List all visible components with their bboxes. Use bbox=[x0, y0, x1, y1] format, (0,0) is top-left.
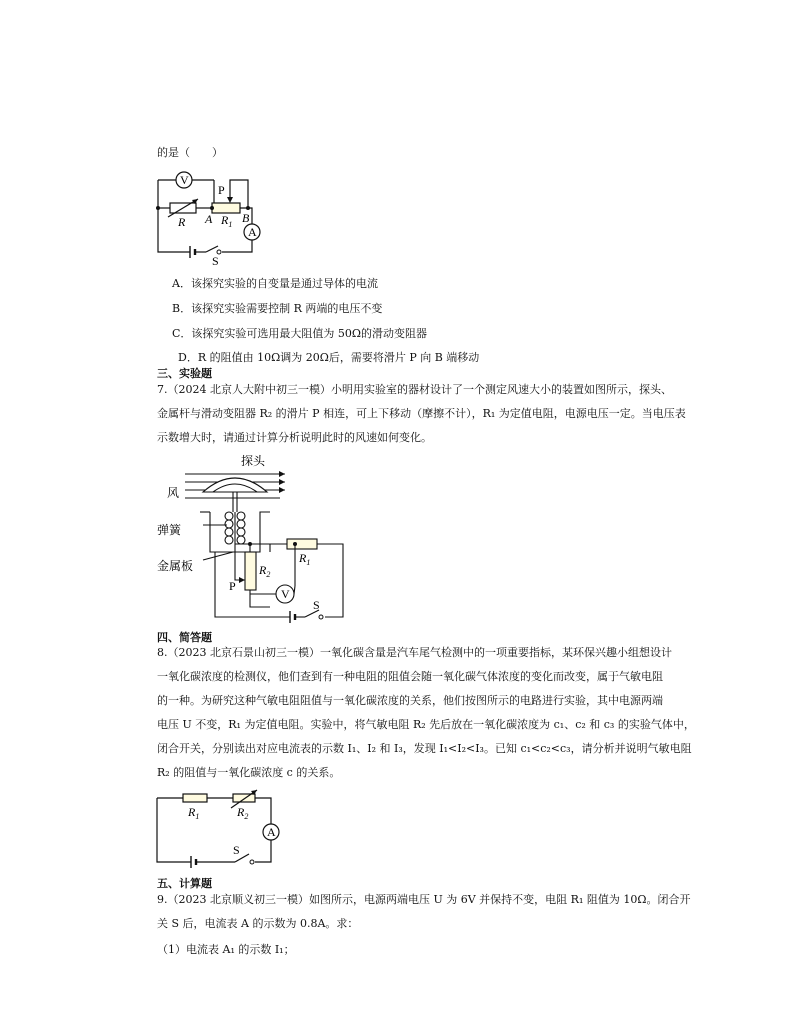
q8-ammeter-label: A bbox=[267, 825, 276, 839]
q7-r1-label: $R_1$ bbox=[299, 551, 311, 567]
q6-switch-label: S bbox=[212, 254, 219, 268]
q8-line-6: R₂ 的阻值与一氧化碳浓度 c 的关系。 bbox=[157, 766, 341, 779]
q6-slider-p-label: P bbox=[218, 183, 225, 197]
q8-r2-label: $R_2$ bbox=[237, 805, 249, 821]
q6-resistor-r-label: R bbox=[178, 215, 186, 229]
q6-option-c: C．该探究实验可选用最大阻值为 50Ω的滑动变阻器 bbox=[172, 327, 428, 340]
q8-line-4: 电压 U 不变，R₁ 为定值电阻。实验中，将气敏电阻 R₂ 先后放在一氧化碳浓度为 c₁、c₂ 和 c₃ 的实验气体中， bbox=[157, 718, 695, 731]
q6-point-a-label: A bbox=[205, 212, 213, 226]
section-5-title: 五、计算题 bbox=[157, 877, 212, 890]
q6-point-b-label: B bbox=[242, 211, 250, 225]
q6-ammeter-label: A bbox=[248, 225, 257, 239]
q8-line-2: 一氧化碳浓度的检测仪，他们查到有一种电阻的阻值会随一氧化碳气体浓度的变化而改变，属于气敏电阻 bbox=[157, 670, 663, 683]
q7-device-figure bbox=[155, 452, 355, 627]
q9-line-1: 9.（2023 北京顺义初三一模）如图所示，电源两端电压 U 为 6V 并保持不变，电阻 R₁ 阻值为 10Ω。闭合开 bbox=[157, 893, 691, 906]
q7-line-2: 金属杆与滑动变阻器 R₂ 的滑片 P 相连，可上下移动（摩擦不计），R₁ 为定值电阻，电源电压一定。当电压表 bbox=[157, 407, 686, 420]
q7-voltmeter-label: V bbox=[281, 587, 290, 601]
q8-circuit-figure bbox=[155, 792, 285, 872]
q6-option-b: B．该探究实验需要控制 R 两端的电压不变 bbox=[172, 302, 383, 315]
q8-r1-label: $R_1$ bbox=[188, 805, 200, 821]
q7-switch-label: S bbox=[313, 598, 320, 612]
q7-r2-label: $R_2$ bbox=[259, 563, 271, 579]
q8-switch-label: S bbox=[233, 843, 240, 857]
q9-line-2: 关 S 后，电流表 A 的示数为 0.8A。求： bbox=[157, 917, 359, 930]
section-4-title: 四、简答题 bbox=[157, 631, 212, 644]
q9-line-3: （1）电流表 A₁ 的示数 I₁； bbox=[157, 943, 295, 956]
q6-option-d: D．R 的阻值由 10Ω调为 20Ω后，需要将滑片 P 向 B 端移动 bbox=[178, 351, 480, 364]
q7-probe-label: 探头 bbox=[241, 454, 266, 468]
q7-line-1: 7.（2024 北京人大附中初三一模）小明用实验室的器材设计了一个测定风速大小的装置如图所示，探头、 bbox=[157, 383, 672, 396]
q6-voltmeter-label: V bbox=[180, 173, 189, 187]
q6-circuit-figure bbox=[152, 170, 272, 268]
q7-spring-label: 弹簧 bbox=[157, 523, 182, 537]
q7-line-3: 示数增大时，请通过计算分析说明此时的风速如何变化。 bbox=[157, 431, 432, 444]
q6-stem-tail: 的是（ ） bbox=[157, 146, 223, 159]
q6-r1-label: $R_1$ bbox=[221, 213, 233, 229]
q6-option-a: A．该探究实验的自变量是通过导体的电流 bbox=[172, 277, 378, 290]
q7-plate-label: 金属板 bbox=[157, 559, 194, 573]
q8-line-1: 8.（2023 北京石景山初三一模）一氧化碳含量是汽车尾气检测中的一项重要指标，某环保兴趣小组想设计 bbox=[157, 646, 672, 659]
q7-slider-p-label: P bbox=[229, 579, 236, 593]
q8-line-5: 闭合开关，分别读出对应电流表的示数 I₁、I₂ 和 I₃，发现 I₁<I₂<I₃。已知 c₁<c₂<c₃，请分析并说明气敏电阻 bbox=[157, 742, 692, 755]
section-3-title: 三、实验题 bbox=[157, 367, 212, 380]
q8-line-3: 的一种。为研究这种气敏电阻阻值与一氧化碳浓度的关系，他们按图所示的电路进行实验，其中电源两端 bbox=[157, 694, 663, 707]
q7-wind-label: 风 bbox=[167, 486, 180, 500]
